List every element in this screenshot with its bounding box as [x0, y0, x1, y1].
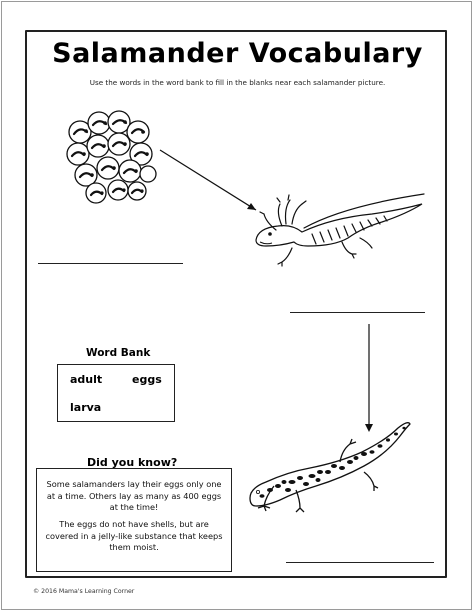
- copyright-text: © 2016 Mama's Learning Corner: [33, 588, 135, 595]
- word-bank-heading: Word Bank: [86, 347, 151, 359]
- fact-text: The eggs do not have shells, but are covered in a jelly-like substance that keeps them moist.: [45, 518, 223, 553]
- arrow-larva-to-adult: [364, 322, 374, 434]
- word-bank-box: [57, 364, 175, 422]
- worksheet-title: Salamander Vocabulary: [52, 38, 423, 69]
- salamander-larva-image: [252, 190, 428, 270]
- answer-blank-larva[interactable]: [290, 312, 425, 313]
- did-you-know-heading: Did you know?: [87, 456, 178, 469]
- word-bank-word: eggs: [132, 373, 162, 386]
- worksheet-instructions: Use the words in the word bank to fill in the blanks near each salamander picture.: [89, 78, 386, 87]
- word-bank-word: adult: [70, 373, 103, 386]
- word-bank-word: larva: [70, 401, 102, 414]
- answer-blank-adult[interactable]: [286, 562, 434, 563]
- salamander-adult-image: [244, 420, 422, 520]
- salamander-eggs-image: [66, 110, 158, 206]
- arrow-eggs-to-larva: [158, 148, 263, 216]
- did-you-know-box: [36, 468, 232, 572]
- answer-blank-eggs[interactable]: [38, 263, 183, 264]
- fact-text: Some salamanders lay their eggs only one at a time. Others lay as many as 400 eggs at the time!: [46, 479, 222, 513]
